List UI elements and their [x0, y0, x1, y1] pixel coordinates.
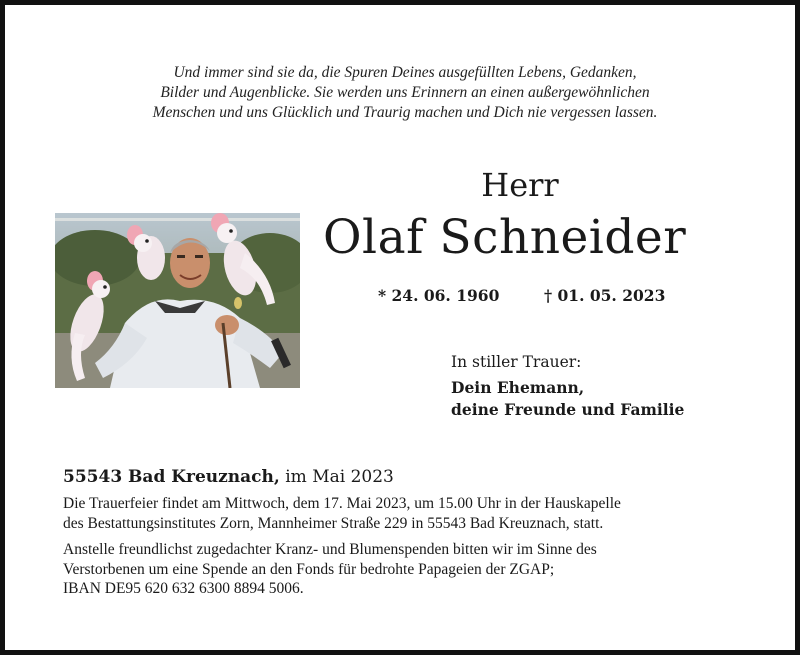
place-city: 55543 Bad Kreuznach,	[63, 467, 280, 487]
mourner-line: Dein Ehemann,	[451, 378, 585, 397]
mourning-intro: In stiller Trauer:	[451, 353, 582, 371]
place-and-date	[63, 465, 753, 489]
birth-date: * 24. 06. 1960	[378, 286, 500, 305]
donation-info	[63, 540, 753, 599]
funeral-info	[63, 494, 753, 533]
quote-line: Menschen und uns Glücklich und Traurig machen und Dich nie vergessen lassen.	[152, 104, 658, 121]
quote-line: Bilder und Augenblicke. Sie werden uns Erinnern an einen außergewöhnlichen	[160, 84, 650, 101]
funeral-line: Die Trauerfeier findet am Mittwoch, dem 17. Mai 2023, um 15.00 Uhr in der Hauskapelle	[63, 495, 621, 512]
salutation: Herr	[481, 166, 559, 204]
place-date: im Mai 2023	[285, 467, 394, 487]
portrait-photo	[55, 213, 300, 388]
funeral-line: des Bestattungsinstitutes Zorn, Mannheimer Straße 229 in 55543 Bad Kreuznach, statt.	[63, 514, 604, 532]
donation-line: Anstelle freundlichst zugedachter Kranz- und Blumenspenden bitten wir im Sinne des	[63, 541, 597, 558]
portrait-photo-illustration	[55, 213, 300, 388]
death-date: † 01. 05. 2023	[544, 286, 666, 305]
donation-line: IBAN DE95 620 632 6300 8894 5006.	[63, 580, 304, 597]
memorial-quote	[65, 63, 745, 123]
mourner-line: deine Freunde und Familie	[451, 400, 685, 419]
mourners-block	[451, 351, 751, 421]
donation-line: Verstorbenen um eine Spende an den Fonds für bedrohte Papageien der ZGAP;	[63, 560, 555, 578]
deceased-name: Olaf Schneider	[323, 210, 687, 265]
quote-line: Und immer sind sie da, die Spuren Deines ausgefüllten Lebens, Gedanken,	[173, 64, 637, 81]
